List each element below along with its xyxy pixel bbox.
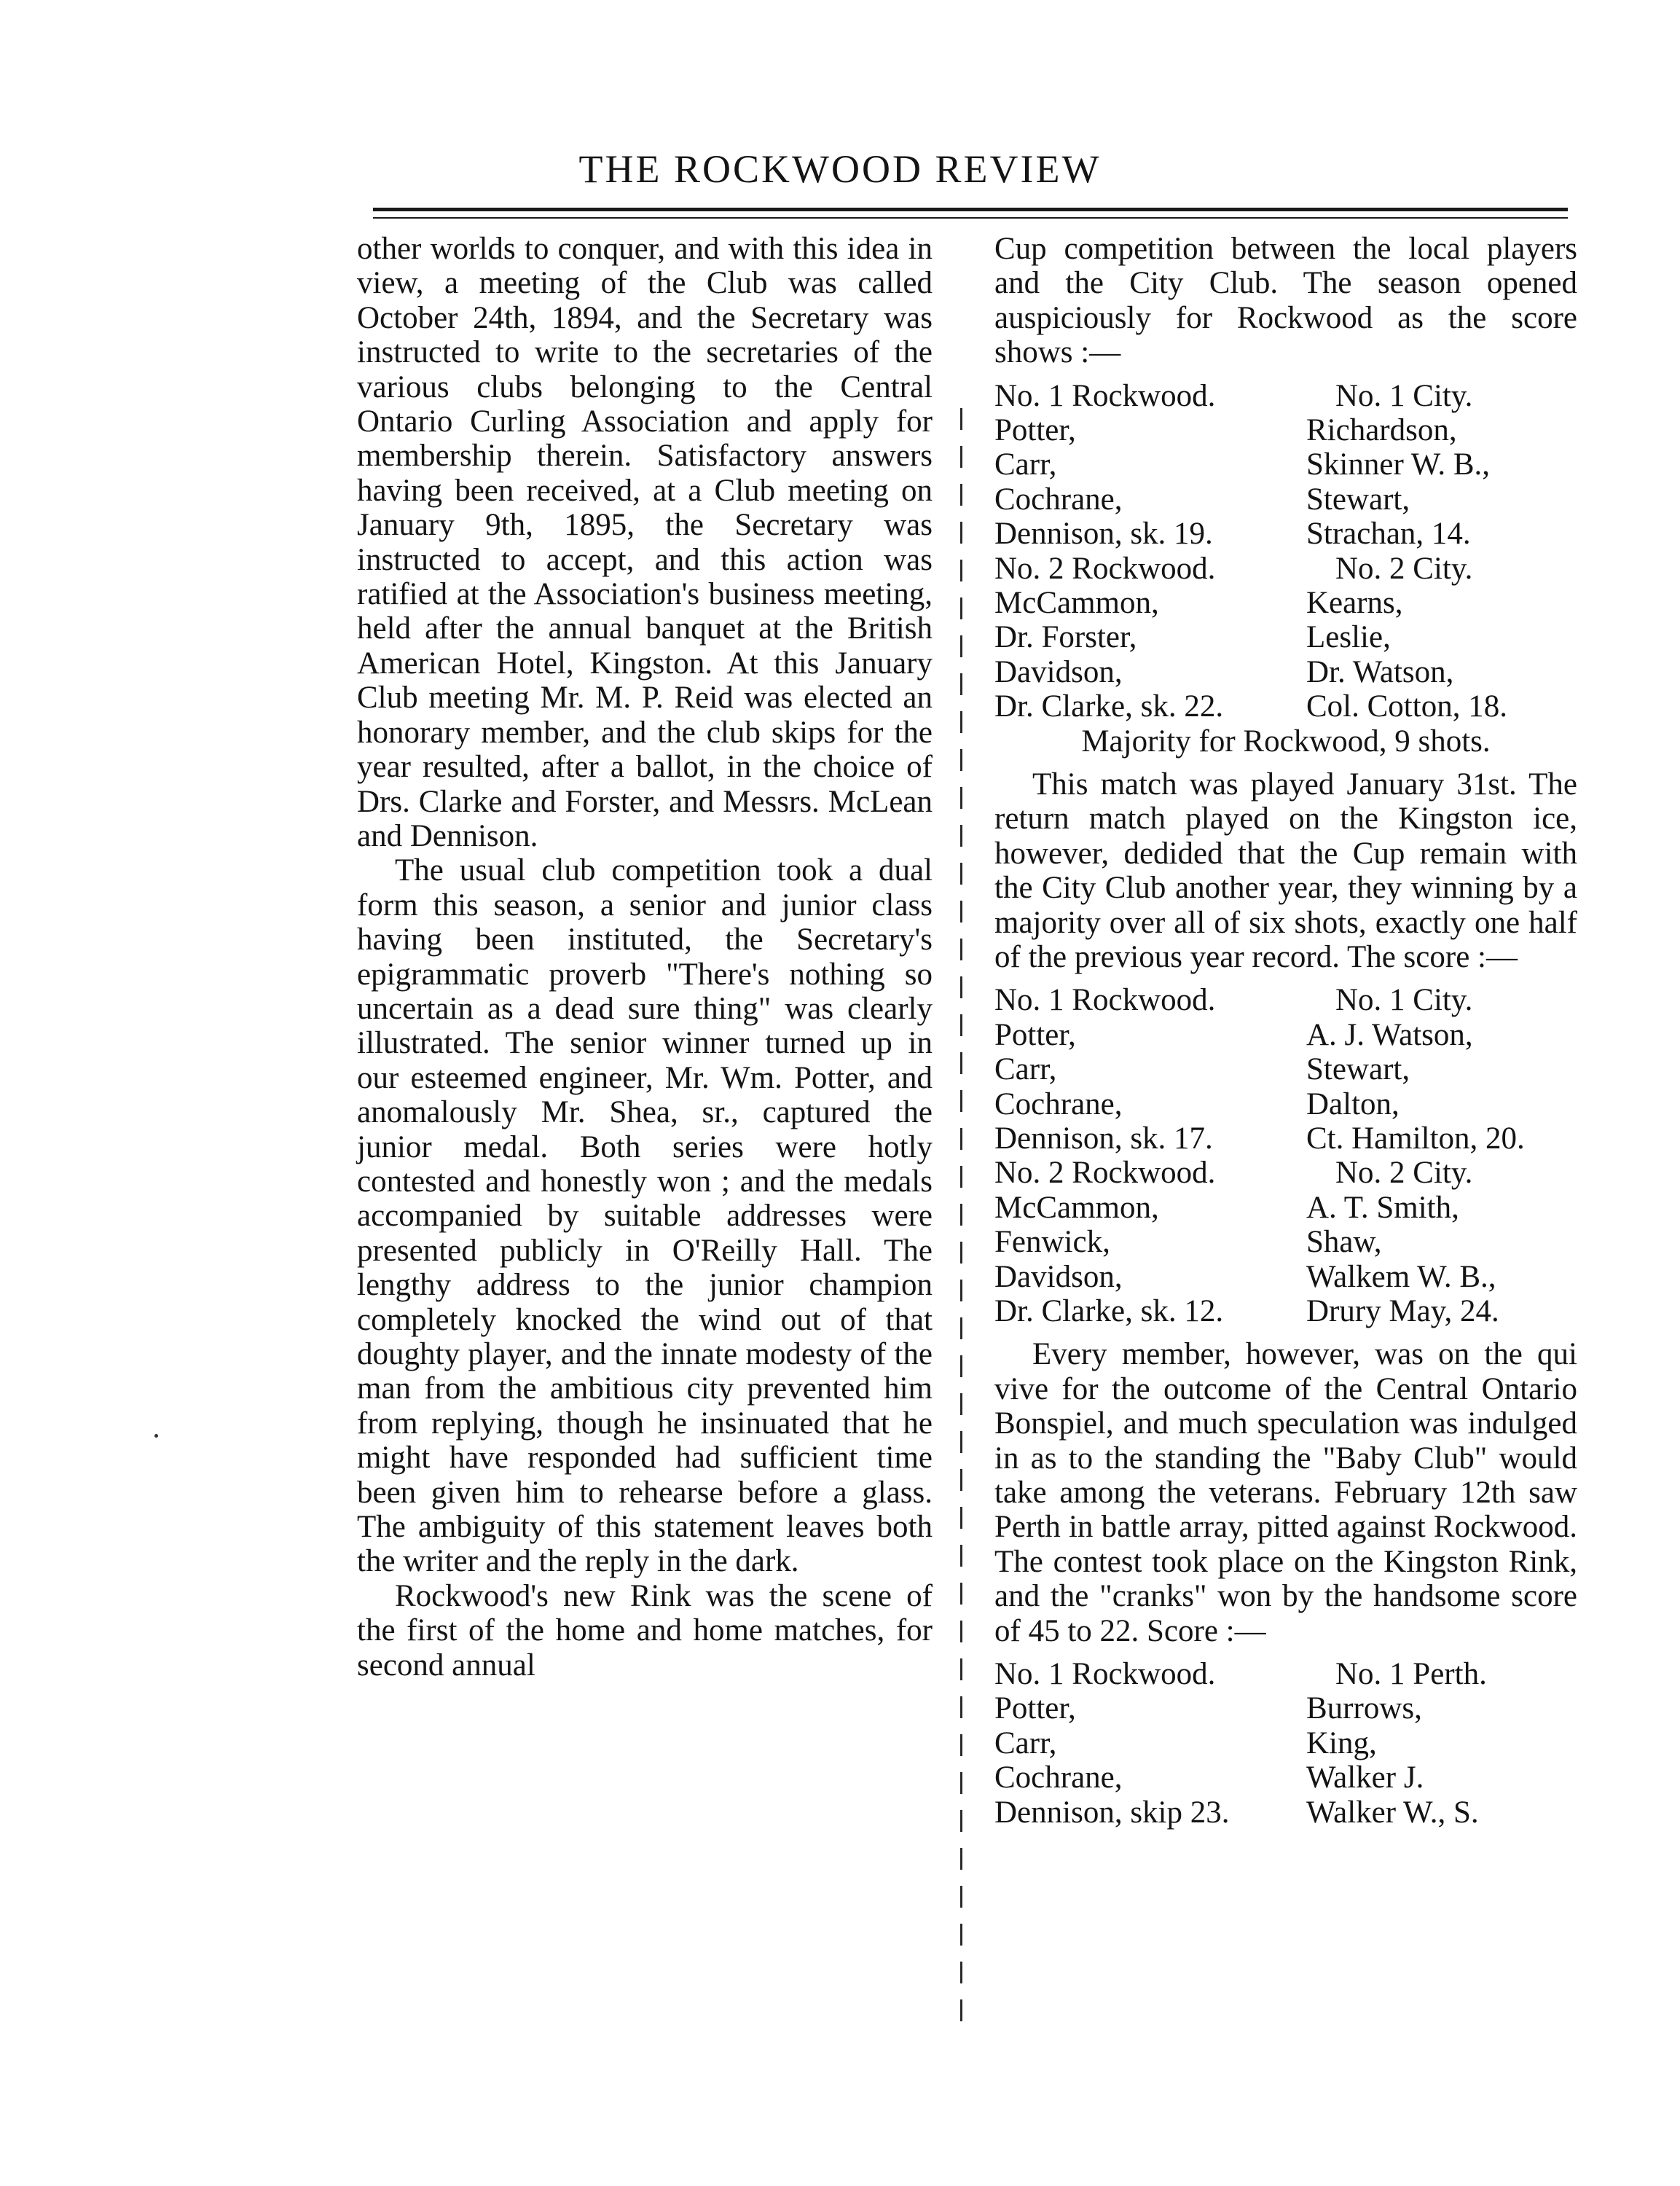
rockwood-cell: Dennison, sk. 19. xyxy=(994,517,1213,552)
paragraph: Cup competition between the local players and the City Club. The season opened auspiciously for Rockwood as the score shows :— xyxy=(994,232,1577,370)
opponent-cell: No. 1 City. xyxy=(1335,983,1473,1018)
score-table-match1-rink2 xyxy=(994,552,1577,724)
rockwood-cell: Davidson, xyxy=(994,1259,1123,1294)
rockwood-cell: No. 2 Rockwood. xyxy=(994,551,1216,586)
score-row xyxy=(994,1795,1577,1830)
opponent-cell: Richardson, xyxy=(1306,413,1457,448)
opponent-cell: Walker J. xyxy=(1306,1760,1424,1795)
rockwood-cell: Potter, xyxy=(994,1017,1076,1052)
rockwood-cell: McCammon, xyxy=(994,585,1159,620)
header-rule-thin xyxy=(373,217,1568,219)
rockwood-cell: No. 1 Rockwood. xyxy=(994,983,1216,1018)
opponent-cell: Burrows, xyxy=(1306,1691,1422,1726)
opponent-cell: A. T. Smith, xyxy=(1306,1190,1459,1225)
rockwood-cell: McCammon, xyxy=(994,1190,1159,1225)
opponent-cell: Ct. Hamilton, 20. xyxy=(1306,1121,1525,1156)
rockwood-cell: Dr. Clarke, sk. 22. xyxy=(994,689,1224,724)
rockwood-cell: Cochrane, xyxy=(994,1086,1123,1121)
majority-line: Majority for Rockwood, 9 shots. xyxy=(1081,724,1491,759)
paragraph: The usual club competition took a dual form this season, a senior and junior class having been instituted, the Secretary's epigrammatic proverb "There's nothing so uncertain as a dead sure thing" was clearly illustrated. The senior winner turned up in our esteemed engineer, Mr. Wm. Potter, and anomalously Mr. Shea, sr., captured the junior medal. Both series were hotly contested and honestly won ; and the medals accompanied by suitable addresses were presented publicly in O'Reilly Hall. The lengthy address to the junior champion completely knocked the wind out of that doughty player, and the innate modesty of the man from the ambitious city prevented him from replying, though he insinuated that he might have responded had sufficient time been given him to rehearse before a glass. The ambiguity of this statement leaves both the writer and the reply in the dark. xyxy=(357,853,933,1579)
score-row xyxy=(994,1691,1577,1725)
score-row xyxy=(994,379,1577,413)
paragraph: This match was played January 31st. The return match played on the Kingston ice, however, dedided that the Cup remain with the City Club another year, they winning by a majority over all of six shots, exactly one half of the previous year record. The score :— xyxy=(994,767,1577,974)
opponent-cell: Col. Cotton, 18. xyxy=(1306,689,1507,724)
left-column xyxy=(357,232,933,1682)
rockwood-cell: Dennison, sk. 17. xyxy=(994,1121,1213,1156)
paragraph: other worlds to conquer, and with this idea in view, a meeting of the Club was called October 24th, 1894, and the Secretary was instructed to write to the secretaries of the various clubs belonging to the Central Ontario Curling Association and apply for membership therein. Satisfactory answers having been received, at a Club meeting on January 9th, 1895, the Secretary was instructed to accept, and this action was ratified at the Association's business meeting, held after the annual banquet at the British American Hotel, Kingston. At this January Club meeting Mr. M. P. Reid was elected an honorary member, and the club skips for the year resulted, after a ballot, in the choice of Drs. Clarke and Forster, and Messrs. McLean and Dennison. xyxy=(357,232,933,853)
score-row xyxy=(994,517,1577,551)
opponent-cell: Dalton, xyxy=(1306,1086,1400,1121)
opponent-cell: No. 1 Perth. xyxy=(1335,1656,1487,1691)
score-table-match1-rink1 xyxy=(994,379,1577,552)
opponent-cell: Skinner W. B., xyxy=(1306,447,1491,482)
opponent-cell: Kearns, xyxy=(1306,585,1403,620)
rockwood-cell: Carr, xyxy=(994,1725,1057,1760)
score-row xyxy=(994,1225,1577,1259)
rockwood-cell: No. 2 Rockwood. xyxy=(994,1156,1216,1191)
rockwood-cell: No. 1 Rockwood. xyxy=(994,1656,1216,1691)
score-row xyxy=(994,1121,1577,1156)
paragraph: Every member, however, was on the qui vive for the outcome of the Central Ontario Bonspiel, and much speculation was indulged in as to the standing the "Baby Club" would take among the veterans. February 12th saw Perth in battle array, pitted against Rockwood. The contest took place on the Kingston Rink, and the "cranks" won by the handsome score of 45 to 22. Score :— xyxy=(994,1337,1577,1648)
rockwood-cell: Davidson, xyxy=(994,654,1123,689)
score-row xyxy=(994,1657,1577,1691)
score-row xyxy=(994,1018,1577,1052)
score-row xyxy=(994,983,1577,1017)
column-divider xyxy=(960,408,962,2033)
score-row xyxy=(994,1191,1577,1225)
rockwood-cell: Dr. Clarke, sk. 12. xyxy=(994,1293,1224,1328)
score-row xyxy=(994,655,1577,689)
opponent-cell: Shaw, xyxy=(1306,1225,1382,1260)
score-row xyxy=(994,1156,1577,1190)
score-row xyxy=(994,620,1577,654)
paragraph: Rockwood's new Rink was the scene of the first of the home and home matches, for second annual xyxy=(357,1578,933,1682)
opponent-cell: A. J. Watson, xyxy=(1306,1017,1473,1052)
right-column xyxy=(994,232,1577,1830)
header-rule-thick xyxy=(373,208,1568,211)
rockwood-cell: Cochrane, xyxy=(994,1760,1123,1795)
rockwood-cell: Carr, xyxy=(994,447,1057,482)
rockwood-cell: Fenwick, xyxy=(994,1225,1110,1260)
opponent-cell: Stewart, xyxy=(1306,482,1410,517)
score-row xyxy=(994,1760,1577,1795)
rockwood-cell: Dennison, skip 23. xyxy=(994,1795,1230,1830)
opponent-cell: No. 2 City. xyxy=(1335,551,1473,586)
rockwood-cell: Potter, xyxy=(994,413,1076,448)
score-table-match3-rink1 xyxy=(994,1657,1577,1830)
opponent-cell: Strachan, 14. xyxy=(1306,517,1471,552)
score-table-match2-rink2 xyxy=(994,1156,1577,1328)
score-row xyxy=(994,413,1577,447)
opponent-cell: Walkem W. B., xyxy=(1306,1259,1496,1294)
opponent-cell: Drury May, 24. xyxy=(1306,1293,1499,1328)
opponent-cell: Leslie, xyxy=(1306,620,1391,655)
score-row xyxy=(994,482,1577,517)
score-row xyxy=(994,689,1577,724)
score-row xyxy=(994,1052,1577,1086)
score-row xyxy=(994,1294,1577,1328)
margin-speck xyxy=(154,1434,158,1438)
score-row xyxy=(994,1726,1577,1760)
score-row xyxy=(994,447,1577,482)
score-row xyxy=(994,586,1577,620)
opponent-cell: No. 2 City. xyxy=(1335,1156,1473,1191)
rockwood-cell: No. 1 Rockwood. xyxy=(994,378,1216,413)
rockwood-cell: Cochrane, xyxy=(994,482,1123,517)
opponent-cell: Stewart, xyxy=(1306,1052,1410,1087)
rockwood-cell: Carr, xyxy=(994,1052,1057,1087)
opponent-cell: Dr. Watson, xyxy=(1306,654,1454,689)
opponent-cell: No. 1 City. xyxy=(1335,378,1473,413)
page-header: THE ROCKWOOD REVIEW xyxy=(578,147,1102,191)
score-row xyxy=(994,1260,1577,1294)
opponent-cell: King, xyxy=(1306,1725,1377,1760)
score-table-match2-rink1 xyxy=(994,983,1577,1156)
score-row xyxy=(994,552,1577,586)
score-row xyxy=(994,1087,1577,1121)
opponent-cell: Walker W., S. xyxy=(1306,1795,1479,1830)
rockwood-cell: Potter, xyxy=(994,1691,1076,1726)
rockwood-cell: Dr. Forster, xyxy=(994,620,1137,655)
